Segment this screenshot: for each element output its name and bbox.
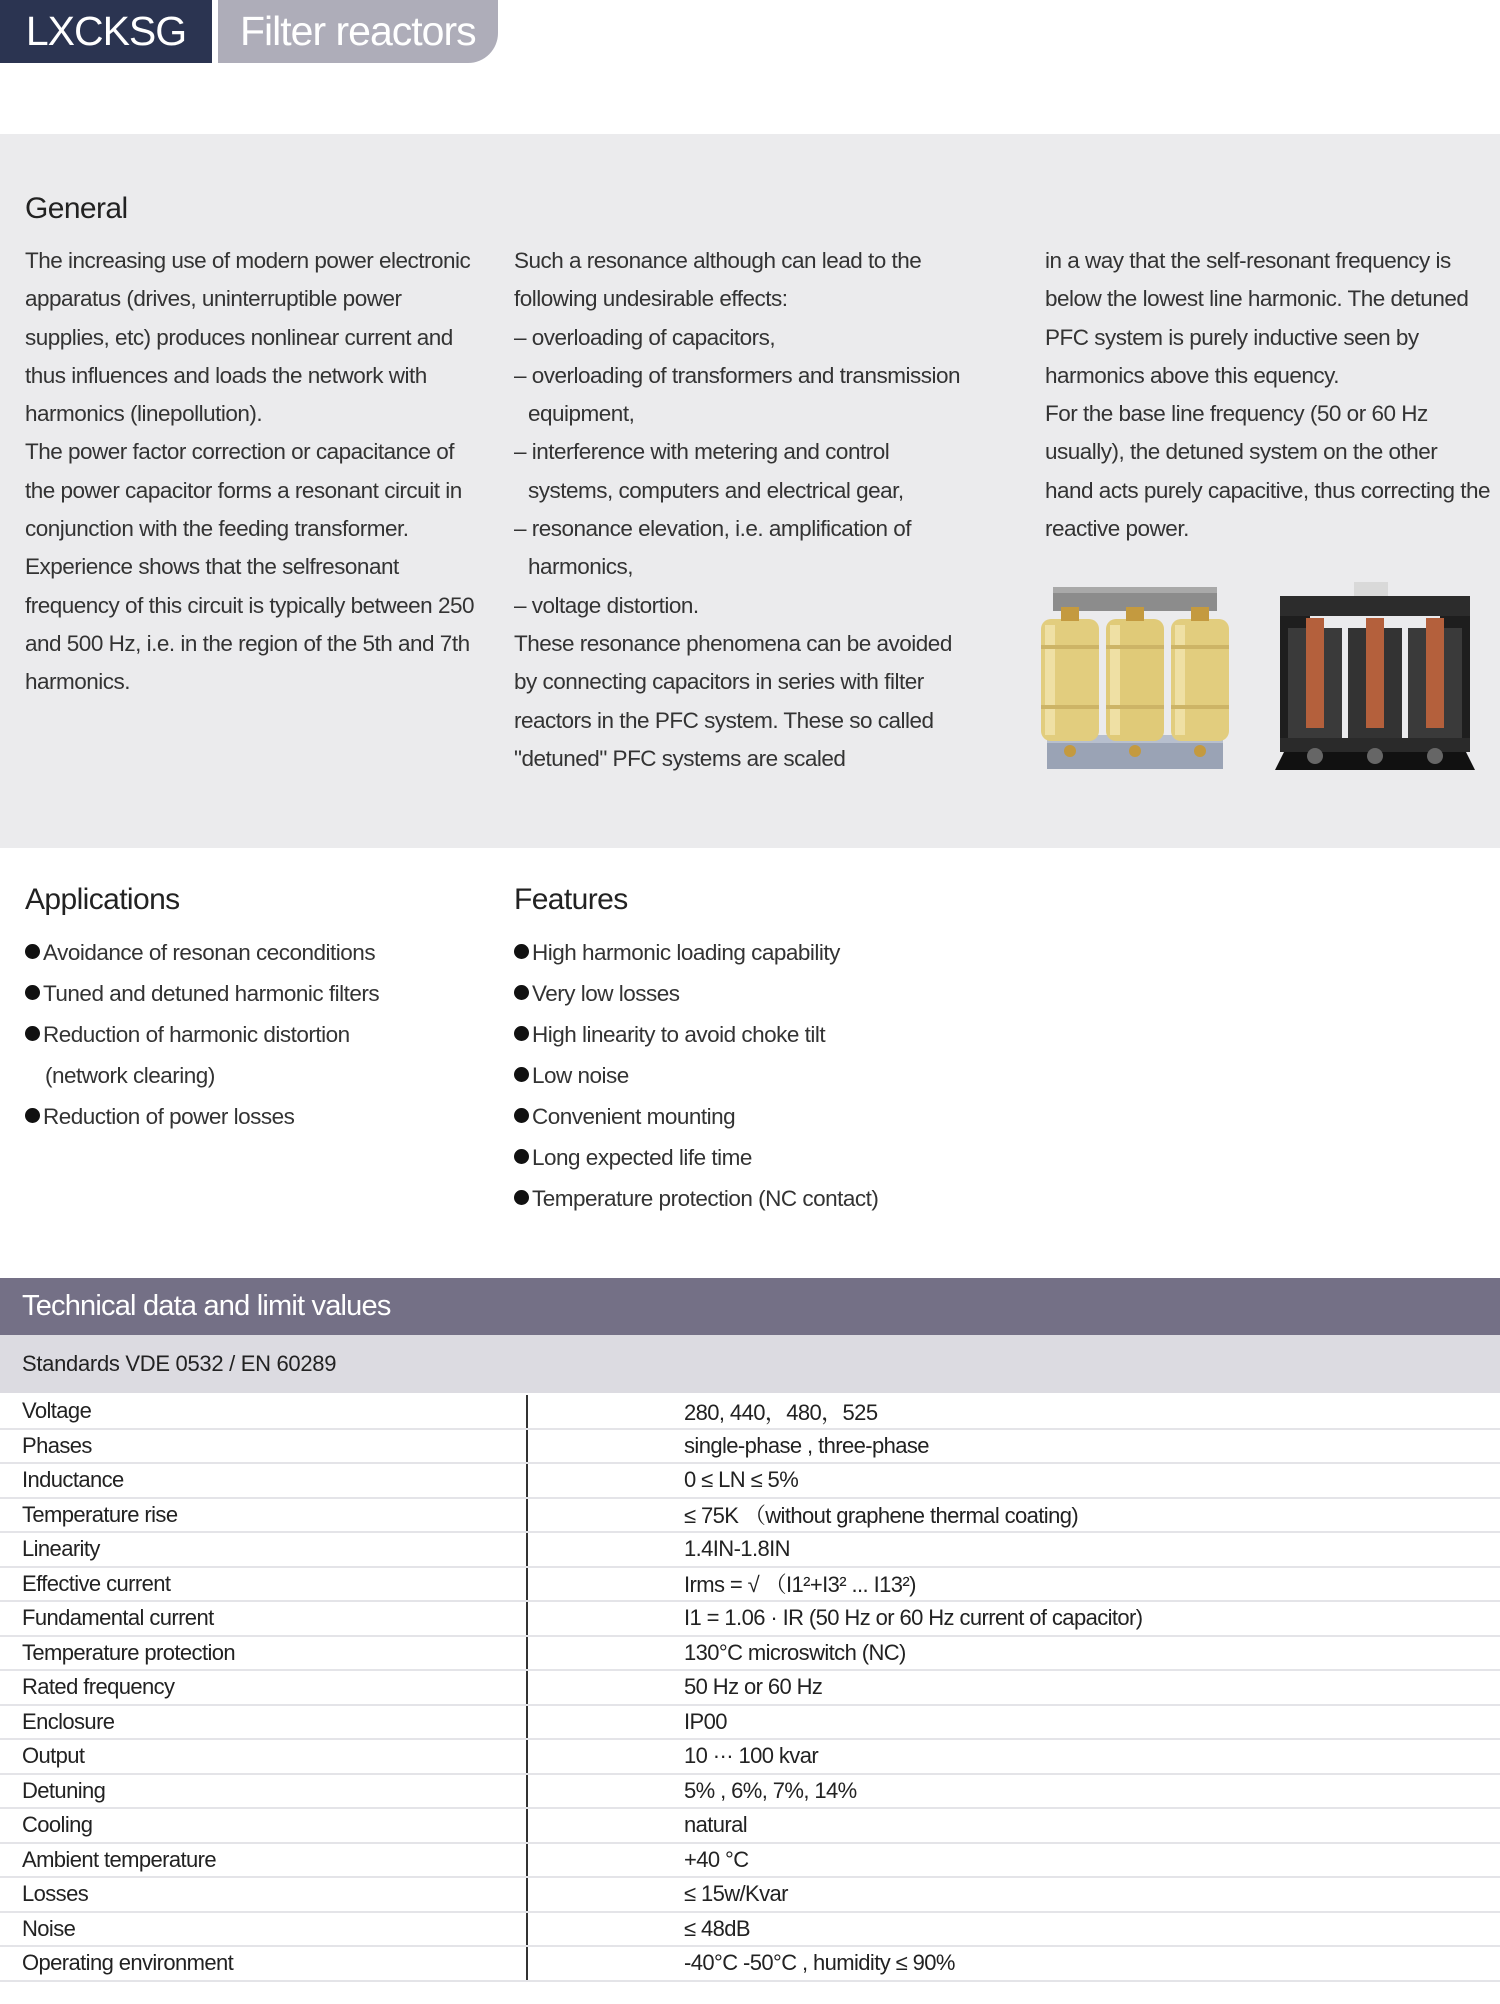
spec-value: natural <box>527 1808 1500 1843</box>
table-row <box>0 1601 1500 1636</box>
text-line: equipment, <box>528 401 635 427</box>
spec-value: ≤ 75K （without graphene thermal coating) <box>527 1498 1500 1533</box>
applications-list <box>25 932 379 1137</box>
spec-value: +40 °C <box>527 1843 1500 1878</box>
spec-label: Voltage <box>0 1395 527 1429</box>
table-row <box>0 1739 1500 1774</box>
text-line: below the lowest line harmonic. The detuned <box>1045 286 1469 312</box>
list-item: High harmonic loading capability <box>514 932 878 973</box>
spec-label: Noise <box>0 1912 527 1947</box>
spec-value: ≤ 15w/Kvar <box>527 1877 1500 1912</box>
spec-label: Inductance <box>0 1463 527 1498</box>
text-line: conjunction with the feeding transformer. <box>25 516 409 542</box>
general-col-3 <box>1045 242 1490 548</box>
spec-label: Operating environment <box>0 1946 527 1981</box>
list-item: Convenient mounting <box>514 1096 878 1137</box>
list-item: Very low losses <box>514 973 878 1014</box>
table-row <box>0 1774 1500 1809</box>
applications-heading: Applications <box>25 883 180 916</box>
text-line: thus influences and loads the network with <box>25 362 427 388</box>
reactor-yellow-photo <box>1035 585 1235 773</box>
text-line: reactive power. <box>1045 516 1189 542</box>
list-item: Long expected life time <box>514 1137 878 1178</box>
spec-value: 1.4IN-1.8IN <box>527 1532 1500 1567</box>
product-code: LXCKSG <box>0 0 212 63</box>
bullet-icon <box>25 985 40 1000</box>
text-line: – interference with metering and control <box>514 439 890 465</box>
general-col-2 <box>514 242 960 778</box>
text-line: PFC system is purely inductive seen by <box>1045 324 1419 350</box>
bullet-icon <box>514 1190 529 1205</box>
spec-value: single-phase , three-phase <box>527 1429 1500 1464</box>
table-row <box>0 1395 1500 1429</box>
spec-label: Temperature rise <box>0 1498 527 1533</box>
text-line: For the base line frequency (50 or 60 Hz <box>1045 401 1428 427</box>
bullet-icon <box>25 1026 40 1041</box>
spec-table <box>0 1395 1500 1982</box>
text-line: reactors in the PFC system. These so called <box>514 707 934 733</box>
text-line: Experience shows that the selfresonant <box>25 554 399 580</box>
spec-label: Linearity <box>0 1532 527 1567</box>
text-line: in a way that the self-resonant frequency is <box>1045 248 1451 273</box>
text-line: The power factor correction or capacitance of <box>25 439 454 465</box>
bullet-icon <box>514 1149 529 1164</box>
spec-value: 0 ≤ LN ≤ 5% <box>527 1463 1500 1498</box>
spec-value: 280, 440，480，525 <box>527 1395 1500 1429</box>
tech-heading: Technical data and limit values <box>0 1278 1500 1335</box>
table-row <box>0 1463 1500 1498</box>
text-line: apparatus (drives, uninterruptible power <box>25 286 402 312</box>
table-row <box>0 1808 1500 1843</box>
spec-value: 10 ··· 100 kvar <box>527 1739 1500 1774</box>
list-item: Avoidance of resonan ceconditions <box>25 932 379 973</box>
spec-label: Cooling <box>0 1808 527 1843</box>
spec-label: Rated frequency <box>0 1670 527 1705</box>
spec-value: ≤ 48dB <box>527 1912 1500 1947</box>
list-item: Tuned and detuned harmonic filters <box>25 973 379 1014</box>
text-line: – overloading of transformers and transmission <box>514 362 960 388</box>
table-row <box>0 1877 1500 1912</box>
text-line: Such a resonance although can lead to the <box>514 248 922 273</box>
table-row <box>0 1567 1500 1602</box>
text-line: The increasing use of modern power electronic <box>25 248 471 273</box>
bullet-icon <box>514 985 529 1000</box>
text-line: – overloading of capacitors, <box>514 324 776 350</box>
text-line: These resonance phenomena can be avoided <box>514 630 952 656</box>
text-line: supplies, etc) produces nonlinear current and <box>25 324 453 350</box>
features-heading: Features <box>514 883 628 916</box>
table-row <box>0 1532 1500 1567</box>
spec-label: Output <box>0 1739 527 1774</box>
text-line: frequency of this circuit is typically between 250 <box>25 592 474 618</box>
table-row <box>0 1670 1500 1705</box>
spec-label: Enclosure <box>0 1705 527 1740</box>
text-line: usually), the detuned system on the other <box>1045 439 1438 465</box>
table-row <box>0 1429 1500 1464</box>
bullet-icon <box>25 944 40 959</box>
list-item: Reduction of harmonic distortion <box>25 1014 379 1055</box>
reactor-black-photo <box>1270 582 1480 782</box>
spec-label: Temperature protection <box>0 1636 527 1671</box>
text-line: systems, computers and electrical gear, <box>528 477 904 503</box>
table-row <box>0 1498 1500 1533</box>
bullet-icon <box>25 1108 40 1123</box>
bullet-icon <box>514 1067 529 1082</box>
text-line: harmonics. <box>25 669 131 695</box>
spec-value: IP00 <box>527 1705 1500 1740</box>
text-line: the power capacitor forms a resonant circuit in <box>25 477 462 503</box>
spec-value: I1 = 1.06 · IR (50 Hz or 60 Hz current of capacitor) <box>527 1601 1500 1636</box>
text-line: hand acts purely capacitive, thus correcting the <box>1045 477 1491 503</box>
spec-value: 130°C microswitch (NC) <box>527 1636 1500 1671</box>
text-line: harmonics above this equency. <box>1045 362 1340 388</box>
general-heading: General <box>25 192 128 225</box>
product-title: Filter reactors <box>218 0 498 63</box>
general-col-1 <box>25 242 474 702</box>
spec-label: Fundamental current <box>0 1601 527 1636</box>
table-row <box>0 1843 1500 1878</box>
table-row <box>0 1636 1500 1671</box>
spec-label: Losses <box>0 1877 527 1912</box>
bullet-icon <box>514 1026 529 1041</box>
text-line: harmonics, <box>528 554 634 580</box>
spec-value: 50 Hz or 60 Hz <box>527 1670 1500 1705</box>
spec-label: Phases <box>0 1429 527 1464</box>
list-item: Reduction of power losses <box>25 1096 379 1137</box>
table-row <box>0 1912 1500 1947</box>
table-row <box>0 1946 1500 1981</box>
bullet-icon <box>514 944 529 959</box>
text-line: "detuned" PFC systems are scaled <box>514 745 846 771</box>
spec-value: Irms = √ （I1²+I3² ... I13²) <box>527 1567 1500 1602</box>
list-item: Low noise <box>514 1055 878 1096</box>
spec-value: -40°C -50°C , humidity ≤ 90% <box>527 1946 1500 1981</box>
text-line: by connecting capacitors in series with filter <box>514 669 924 695</box>
text-line: – voltage distortion. <box>514 592 699 618</box>
standards-row: Standards VDE 0532 / EN 60289 <box>0 1335 1500 1393</box>
bullet-icon <box>514 1108 529 1123</box>
table-row <box>0 1705 1500 1740</box>
features-list <box>514 932 878 1219</box>
spec-value: 5% , 6%, 7%, 14% <box>527 1774 1500 1809</box>
text-line: and 500 Hz, i.e. in the region of the 5th and 7th <box>25 630 470 656</box>
list-item: (network clearing) <box>45 1063 215 1088</box>
list-item: Temperature protection (NC contact) <box>514 1178 878 1219</box>
spec-label: Effective current <box>0 1567 527 1602</box>
list-item: High linearity to avoid choke tilt <box>514 1014 878 1055</box>
text-line: harmonics (linepollution). <box>25 401 263 427</box>
text-line: following undesirable effects: <box>514 286 788 312</box>
spec-label: Ambient temperature <box>0 1843 527 1878</box>
text-line: – resonance elevation, i.e. amplification of <box>514 516 911 542</box>
spec-label: Detuning <box>0 1774 527 1809</box>
